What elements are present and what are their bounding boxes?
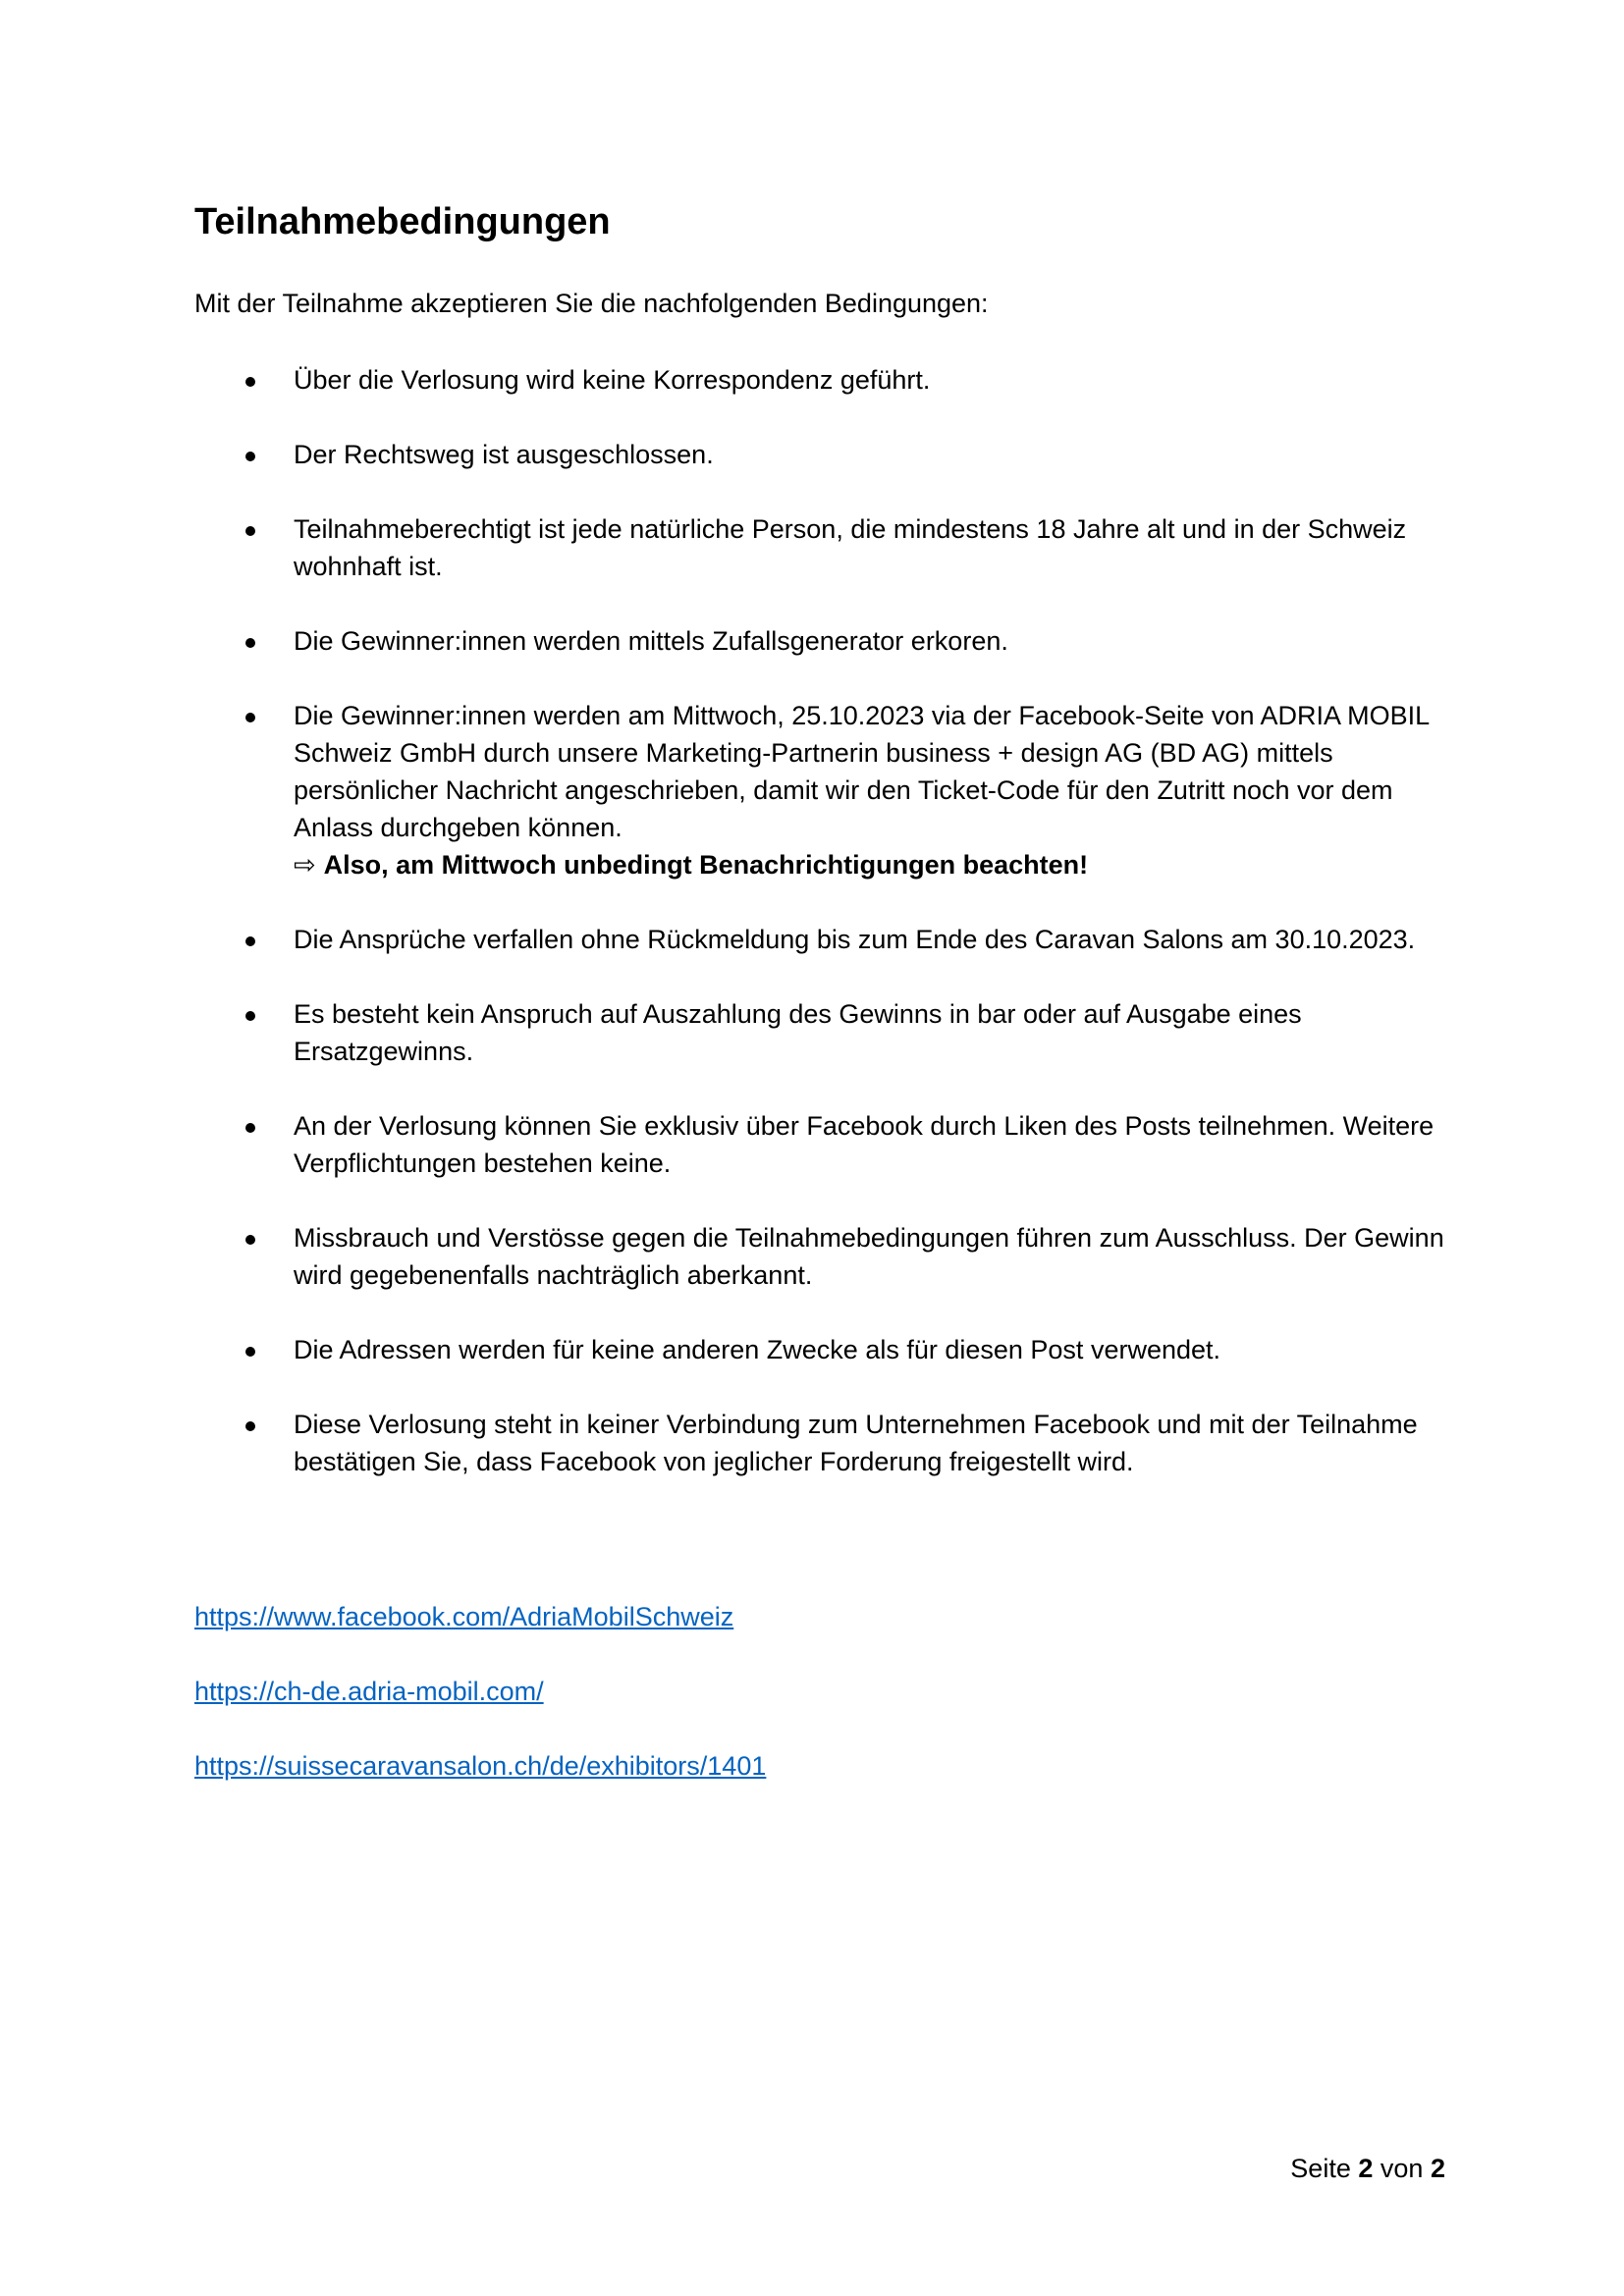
page-number-prefix: Seite [1290,2154,1351,2183]
list-item [194,510,1461,585]
conditions-list [194,361,1461,1518]
list-item-text: Die Adressen werden für keine anderen Zwecke als für diesen Post verwendet. [294,1335,1221,1364]
list-item [194,1107,1461,1182]
bullet-icon [245,1123,255,1133]
list-item-text: Teilnahmeberechtigt ist jede natürliche Person, die mindestens 18 Jahre alt und in der Schweiz wohnhaft ist. [294,514,1407,581]
list-item [194,697,1461,883]
list-item-text: Die Gewinner:innen werden am Mittwoch, 25.10.2023 via der Facebook-Seite von ADRIA MOBIL Schweiz GmbH durch unsere Marketing-Partnerin business + design AG (BD AG) mittels persönlicher Nachricht angeschrieben, damit wir den Ticket-Code für den Zutritt noch vor dem Anlass durchgeben können. [294,701,1430,842]
bullet-icon [245,1347,255,1357]
links-section [194,1598,766,1822]
list-item-text: Über die Verlosung wird keine Korrespondenz geführt. [294,365,931,395]
bullet-icon [245,377,255,387]
list-item [194,622,1461,660]
list-item [194,1331,1461,1368]
list-item-text: Der Rechtsweg ist ausgeschlossen. [294,440,714,469]
page-number [1290,2150,1445,2187]
notification-reminder-text: Also, am Mittwoch unbedingt Benachrichtigungen beachten! [323,850,1089,880]
arrow-right-icon: ⇨ [294,850,316,880]
adria-mobil-link[interactable]: https://ch-de.adria-mobil.com/ [194,1677,544,1706]
page-number-separator: von [1380,2154,1424,2183]
page-title: Teilnahmebedingungen [194,201,611,242]
list-item-text: Die Ansprüche verfallen ohne Rückmeldung bis zum Ende des Caravan Salons am 30.10.2023. [294,925,1416,954]
bullet-icon [245,526,255,536]
list-item-text: Die Gewinner:innen werden mittels Zufallsgenerator erkoren. [294,626,1008,656]
list-item [194,921,1461,958]
bullet-icon [245,1421,255,1431]
caravan-salon-link[interactable]: https://suissecaravansalon.ch/de/exhibitors/1401 [194,1751,767,1781]
list-item [194,1219,1461,1294]
bullet-icon [245,936,255,946]
bullet-icon [245,638,255,648]
list-item-text: Missbrauch und Verstösse gegen die Teilnahmebedingungen führen zum Ausschluss. Der Gewinn wird gegebenenfalls nachträglich aberkannt. [294,1223,1444,1290]
list-item [194,1406,1461,1480]
list-item [194,436,1461,473]
list-item-text: Diese Verlosung steht in keiner Verbindung zum Unternehmen Facebook und mit der Teilnahme bestätigen Sie, dass Facebook von jeglicher Forderung freigestellt wird. [294,1410,1418,1476]
list-item-text: An der Verlosung können Sie exklusiv über Facebook durch Liken des Posts teilnehmen. Weitere Verpflichtungen bestehen keine. [294,1111,1435,1178]
facebook-link[interactable]: https://www.facebook.com/AdriaMobilSchweiz [194,1602,734,1631]
list-item-text: Es besteht kein Anspruch auf Auszahlung des Gewinns in bar oder auf Ausgabe eines Ersatzgewinns. [294,999,1302,1066]
intro-text: Mit der Teilnahme akzeptieren Sie die nachfolgenden Bedingungen: [194,289,989,318]
page-number-current: 2 [1358,2154,1374,2183]
list-item [194,361,1461,399]
page-number-total: 2 [1430,2154,1445,2183]
bullet-icon [245,452,255,461]
bullet-icon [245,1235,255,1245]
bullet-icon [245,1011,255,1021]
list-item [194,995,1461,1070]
bullet-icon [245,713,255,722]
notification-reminder [294,846,1461,883]
